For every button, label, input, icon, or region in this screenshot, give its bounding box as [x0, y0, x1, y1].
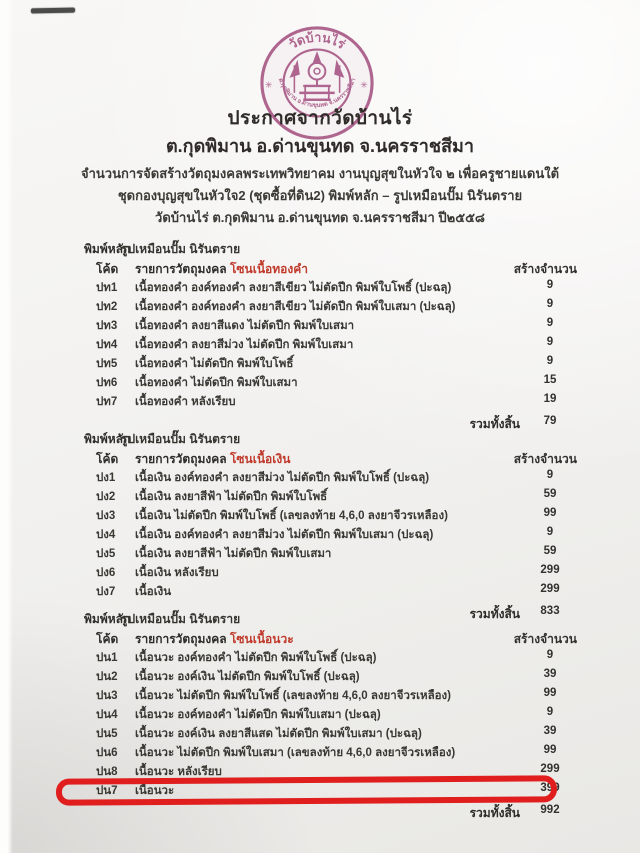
- zone-label: โซนเนื้อนวะ: [229, 632, 294, 646]
- table-row: [0, 279, 640, 298]
- item-description: เนื้อทองคำ ลงยาสีแดง ไม่ตัดปีก พิมพ์ใบเสมา: [135, 320, 355, 332]
- total-label: รวมทั้งสิ้น: [469, 607, 520, 621]
- table-row: [0, 488, 640, 507]
- code-column-header: โค้ด: [96, 262, 119, 276]
- item-code: ปท4: [96, 339, 118, 351]
- item-description: เนื้อทองคำ ไม่ตัดปีก พิมพ์ใบโพธิ์: [135, 358, 294, 370]
- item-code: ปง3: [96, 510, 116, 522]
- table-row: [0, 668, 640, 687]
- item-code: ปง7: [96, 586, 116, 598]
- table-row: [0, 706, 640, 725]
- item-description: เนื้อเงิน หลังเรียบ: [135, 567, 219, 579]
- item-code: ปง2: [96, 491, 116, 503]
- item-quantity: 99: [543, 507, 557, 519]
- item-quantity: 59: [543, 488, 557, 500]
- mold-type-value: รูปเหมือนปั๊ม นิรันตราย: [121, 242, 241, 256]
- item-description: เนื้อนวะ องค์ทองคำ ไม่ตัดปีก พิมพ์ใบโพธิ์ (ปะฉลุ): [135, 652, 377, 664]
- table-row: [0, 298, 640, 317]
- item-quantity: 99: [543, 687, 557, 699]
- item-column-header: รายการวัตถุมงคล โซนเนื้อเงิน: [135, 452, 291, 466]
- item-code: ปน6: [96, 747, 118, 759]
- star-icon: ✳: [360, 79, 368, 90]
- table-row: [0, 649, 640, 668]
- intro-line-1: จำนวนการจัดสร้างวัตถุมงคลพระเทพวิทยาคม งานบุญสุขในหัวใจ ๒ เพื่อครูชายแดนใต้: [80, 166, 560, 181]
- item-quantity: 39: [543, 668, 557, 680]
- item-code: ปท1: [96, 282, 118, 294]
- item-code: ปน3: [96, 690, 118, 702]
- item-description: เนื้อนวะ องค์ทองคำ ไม่ตัดปีก พิมพ์ใบเสมา (ปะฉลุ): [135, 709, 381, 721]
- table-row: [0, 317, 640, 336]
- total-quantity: 992: [540, 804, 560, 816]
- item-quantity: 9: [546, 526, 554, 538]
- item-quantity: 299: [540, 564, 560, 576]
- mold-type-line: [0, 430, 640, 450]
- item-code: ปท3: [96, 320, 118, 332]
- item-description: เนื้อนวะ องค์เงิน ลงยาสีแสด ไม่ตัดปีก พิมพ์ใบเสมา (ปะฉลุ): [135, 728, 422, 740]
- intro-line-2: ชุดกองบุญสุขในหัวใจ2 (ชุดซื้อที่ดิน2) พิมพ์หลัก – รูปเหมือนปั๊ม นิรันตราย: [117, 188, 523, 203]
- item-column-header: รายการวัตถุมงคล โซนเนื้อทองคำ: [135, 262, 308, 276]
- total-label: รวมทั้งสิ้น: [469, 806, 520, 820]
- code-column-header: โค้ด: [96, 452, 119, 466]
- item-quantity: 399: [540, 782, 560, 794]
- item-description: เนื้อทองคำ หลังเรียบ: [135, 396, 236, 408]
- item-quantity: 99: [543, 744, 557, 756]
- mold-type-label: พิมพ์หลัก: [84, 432, 131, 446]
- amulet-section-gold: [0, 240, 640, 434]
- item-description: เนื้อนวะ หลังเรียบ: [135, 766, 222, 778]
- item-description: เนื้อทองคำ องค์ทองคำ ลงยาสีเขียว ไม่ตัดปีก พิมพ์ใบเสมา (ปะฉลุ): [135, 301, 456, 313]
- item-quantity: 9: [546, 469, 554, 481]
- item-description: เนื้อนวะ องค์เงิน ไม่ตัดปีก พิมพ์ใบโพธิ์ (ปะฉลุ): [135, 671, 360, 683]
- table-header-row: [0, 630, 640, 649]
- mold-type-value: รูปเหมือนปั๊ม นิรันตราย: [121, 432, 241, 446]
- total-label: รวมทั้งสิ้น: [469, 417, 520, 431]
- item-description: เนื้อนวะ: [135, 785, 175, 797]
- item-code: ปง4: [96, 529, 116, 541]
- table-header-row: [0, 450, 640, 469]
- table-row: [0, 583, 640, 602]
- item-description: เนื้อเงิน องค์ทองคำ ลงยาสีม่วง ไม่ตัดปีก พิมพ์ใบเสมา (ปะฉลุ): [135, 529, 434, 541]
- item-code: ปง6: [96, 567, 116, 579]
- item-quantity: 299: [540, 763, 560, 775]
- table-row: [0, 564, 640, 583]
- seal-top-text: วัดบ้านไร่: [286, 29, 348, 52]
- table-row: [0, 526, 640, 545]
- total-quantity: 833: [540, 605, 560, 617]
- table-row: [0, 725, 640, 744]
- zone-label: โซนเนื้อทองคำ: [229, 262, 308, 276]
- star-icon: ✳: [264, 79, 273, 90]
- table-row: [0, 393, 640, 412]
- item-quantity: 9: [546, 649, 554, 661]
- item-column-header: รายการวัตถุมงคล โซนเนื้อนวะ: [135, 632, 294, 646]
- item-code: ปน2: [96, 671, 118, 683]
- table-header-row: [0, 260, 640, 279]
- table-row: [0, 469, 640, 488]
- amulet-section-silver: [0, 430, 640, 624]
- table-row: [0, 545, 640, 564]
- item-quantity: 9: [546, 279, 554, 291]
- mold-type-label: พิมพ์หลัก: [84, 612, 131, 626]
- item-code: ปง5: [96, 548, 116, 560]
- item-description: เนื้อนวะ ไม่ตัดปีก พิมพ์ใบเสมา (เลขลงท้าย 4,6,0 ลงยาจีวรเหลือง): [135, 747, 456, 759]
- intro-line-3: วัดบ้านไร่ ต.กุดพิมาน อ.ด่านขุนทด จ.นครราชสีมา ปี๒๕๕๘: [155, 210, 485, 225]
- section-total-row: [0, 804, 640, 823]
- mold-type-line: [0, 610, 640, 630]
- table-row: [0, 744, 640, 763]
- item-code: ปง1: [96, 472, 116, 484]
- item-quantity: 9: [546, 336, 554, 348]
- zone-label: โซนเนื้อเงิน: [229, 452, 291, 466]
- item-code: ปท5: [96, 358, 118, 370]
- quantity-column-header: สร้างจำนวน: [513, 452, 577, 466]
- highlight-annotation-box: [56, 775, 557, 805]
- item-code: ปท6: [96, 377, 118, 389]
- item-description: เนื้อนวะ ไม่ตัดปีก พิมพ์ใบโพธิ์ (เลขลงท้าย 4,6,0 ลงยาจีวรเหลือง): [135, 690, 451, 702]
- item-quantity: 9: [546, 298, 554, 310]
- mold-type-line: [0, 240, 640, 260]
- item-description: เนื้อเงิน ไม่ตัดปีก พิมพ์ใบโพธิ์ (เลขลงท้าย 4,6,0 ลงยาจีวรเหลือง): [135, 510, 448, 522]
- item-quantity: 9: [546, 355, 554, 367]
- item-code: ปน7: [96, 785, 118, 797]
- item-quantity: 9: [546, 317, 554, 329]
- item-quantity: 39: [543, 725, 557, 737]
- table-row: [0, 355, 640, 374]
- item-description: เนื้อเงิน องค์ทองคำ ลงยาสีม่วง ไม่ตัดปีก พิมพ์ใบโพธิ์ (ปะฉลุ): [135, 472, 430, 484]
- item-description: เนื้อทองคำ ไม่ตัดปีก พิมพ์ใบเสมา: [135, 377, 298, 389]
- item-code: ปน5: [96, 728, 118, 740]
- item-description: เนื้อทองคำ องค์ทองคำ ลงยาสีเขียว ไม่ตัดปีก พิมพ์ใบโพธิ์ (ปะฉลุ): [135, 282, 452, 294]
- page-subtitle: ต.กุดพิมาน อ.ด่านขุนทด จ.นครราชสีมา: [165, 136, 474, 156]
- item-quantity: 9: [546, 706, 554, 718]
- item-quantity: 19: [543, 393, 557, 405]
- item-description: เนื้อเงิน ลงยาสีฟ้า ไม่ตัดปีก พิมพ์ใบเสมา: [135, 548, 332, 560]
- item-quantity: 299: [540, 583, 560, 595]
- mold-type-label: พิมพ์หลัก: [84, 242, 131, 256]
- mold-type-value: รูปเหมือนปั๊ม นิรันตราย: [121, 612, 241, 626]
- code-column-header: โค้ด: [96, 632, 119, 646]
- item-code: ปน1: [96, 652, 118, 664]
- item-description: เนื้อเงิน ลงยาสีฟ้า ไม่ตัดปีก พิมพ์ใบโพธิ์: [135, 491, 328, 503]
- item-code: ปน8: [96, 766, 118, 778]
- seal-bottom-text: ต.กุดพิมาน อ.ด่านขุนทด จ.นครราชสีมา: [276, 77, 358, 109]
- table-row: [0, 374, 640, 393]
- item-description: เนื้อทองคำ ลงยาสีม่วง ไม่ตัดปีก พิมพ์ใบเสมา: [135, 339, 354, 351]
- quantity-column-header: สร้างจำนวน: [513, 632, 577, 646]
- total-quantity: 79: [543, 415, 557, 427]
- item-quantity: 15: [543, 374, 557, 386]
- item-code: ปท2: [96, 301, 118, 313]
- page-title: ประกาศจากวัดบ้านไร่: [227, 108, 413, 129]
- table-row: [0, 507, 640, 526]
- item-quantity: 59: [543, 545, 557, 557]
- item-code: ปน4: [96, 709, 118, 721]
- table-row: [0, 336, 640, 355]
- item-description: เนื้อเงิน: [135, 586, 172, 598]
- quantity-column-header: สร้างจำนวน: [513, 262, 577, 276]
- item-code: ปท7: [96, 396, 118, 408]
- table-row: [0, 687, 640, 706]
